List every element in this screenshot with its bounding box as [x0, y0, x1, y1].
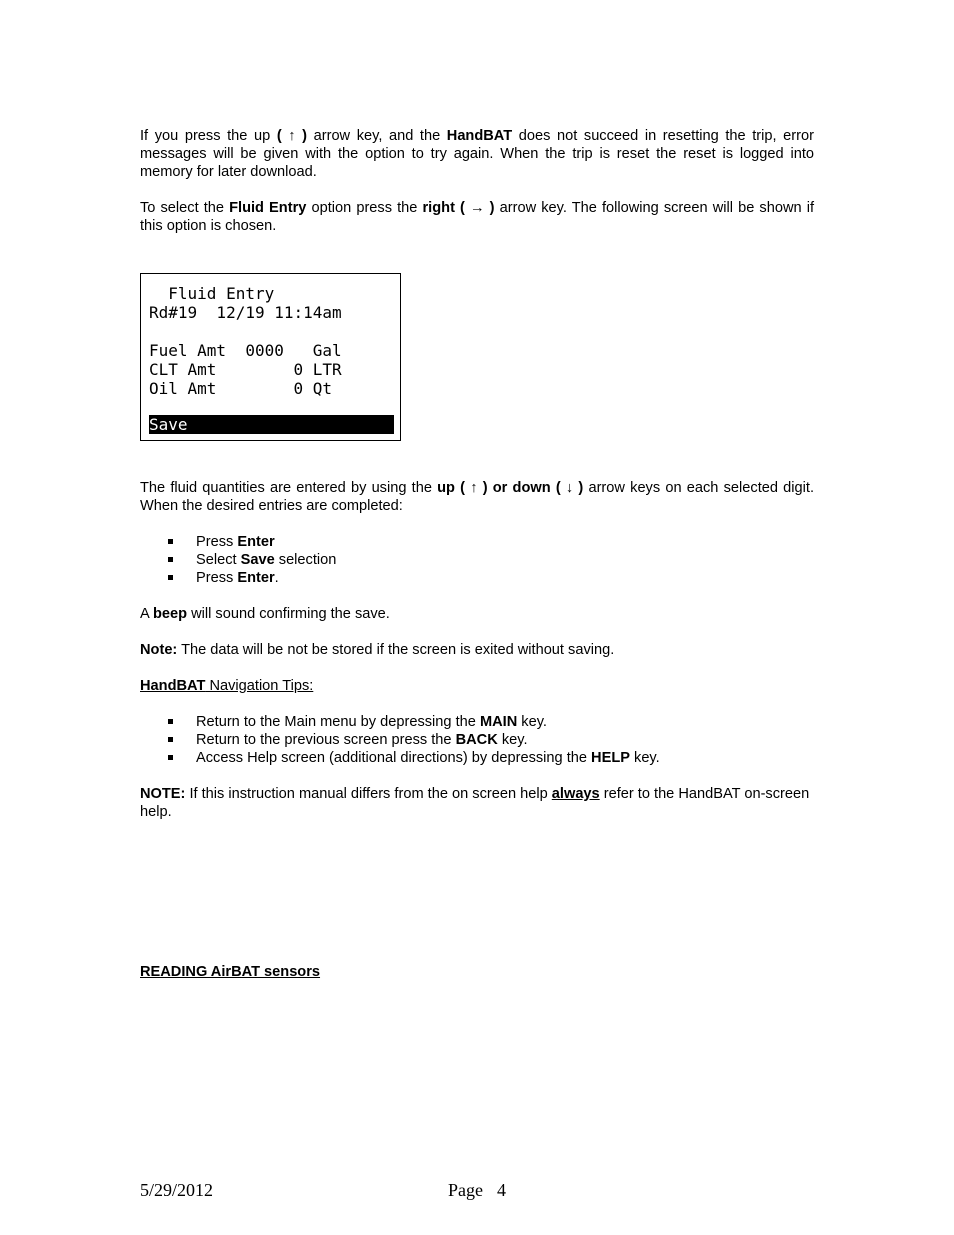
screen-title: Fluid Entry: [149, 284, 275, 303]
note-paragraph: Note: The data will be not be stored if the screen is exited without saving.: [140, 642, 615, 658]
navigation-tips-list: [140, 713, 814, 767]
save-steps-list: [140, 533, 814, 587]
footer-page-label: Page: [448, 1180, 483, 1200]
list-item: Return to the previous screen press the BACK key.: [140, 731, 814, 749]
document-body: [140, 127, 814, 821]
square-bullet-icon: [168, 575, 173, 580]
note2-paragraph: NOTE: If this instruction manual differs from the on screen help always refer to the HandBAT on-screen help.: [140, 786, 810, 820]
navigation-tips-heading: HandBAT Navigation Tips:: [140, 678, 314, 694]
oil-amount-line: Oil Amt 0 Qt: [149, 379, 333, 398]
square-bullet-icon: [168, 539, 173, 544]
list-item: Select Save selection: [140, 551, 814, 569]
list-item: Press Enter: [140, 533, 814, 551]
fuel-amount-line: Fuel Amt 0000 Gal: [149, 341, 342, 360]
square-bullet-icon: [168, 737, 173, 742]
square-bullet-icon: [168, 719, 173, 724]
footer-date: 5/29/2012: [140, 1180, 214, 1200]
screen-date-line: Rd#19 12/19 11:14am: [149, 303, 342, 322]
list-item: Access Help screen (additional directions) by depressing the HELP key.: [140, 749, 814, 767]
list-item: Press Enter.: [140, 569, 814, 587]
save-selection: Save: [149, 415, 394, 434]
paragraph-fluid-entry: To select the Fluid Entry option press the right ( → ) arrow key. The following screen will be shown if this option is chosen.: [140, 200, 814, 234]
square-bullet-icon: [168, 557, 173, 562]
footer-page-number: 4: [497, 1180, 506, 1200]
square-bullet-icon: [168, 755, 173, 760]
section-heading: READING AirBAT sensors: [140, 964, 321, 980]
paragraph-beep: A beep will sound confirming the save.: [140, 606, 390, 622]
clt-amount-line: CLT Amt 0 LTR: [149, 360, 342, 379]
paragraph-reset-trip: If you press the up ( ↑ ) arrow key, and the HandBAT does not succeed in resetting the trip, error messages will be given with the option to try again. When the trip is reset the reset is logged into memory for later download.: [140, 128, 814, 180]
fluid-entry-screen: [140, 273, 401, 441]
list-item: Return to the Main menu by depressing the MAIN key.: [140, 713, 814, 731]
paragraph-fluid-quantities: The fluid quantities are entered by using the up ( ↑ ) or down ( ↓ ) arrow keys on each selected digit. When the desired entries are completed:: [140, 480, 814, 514]
